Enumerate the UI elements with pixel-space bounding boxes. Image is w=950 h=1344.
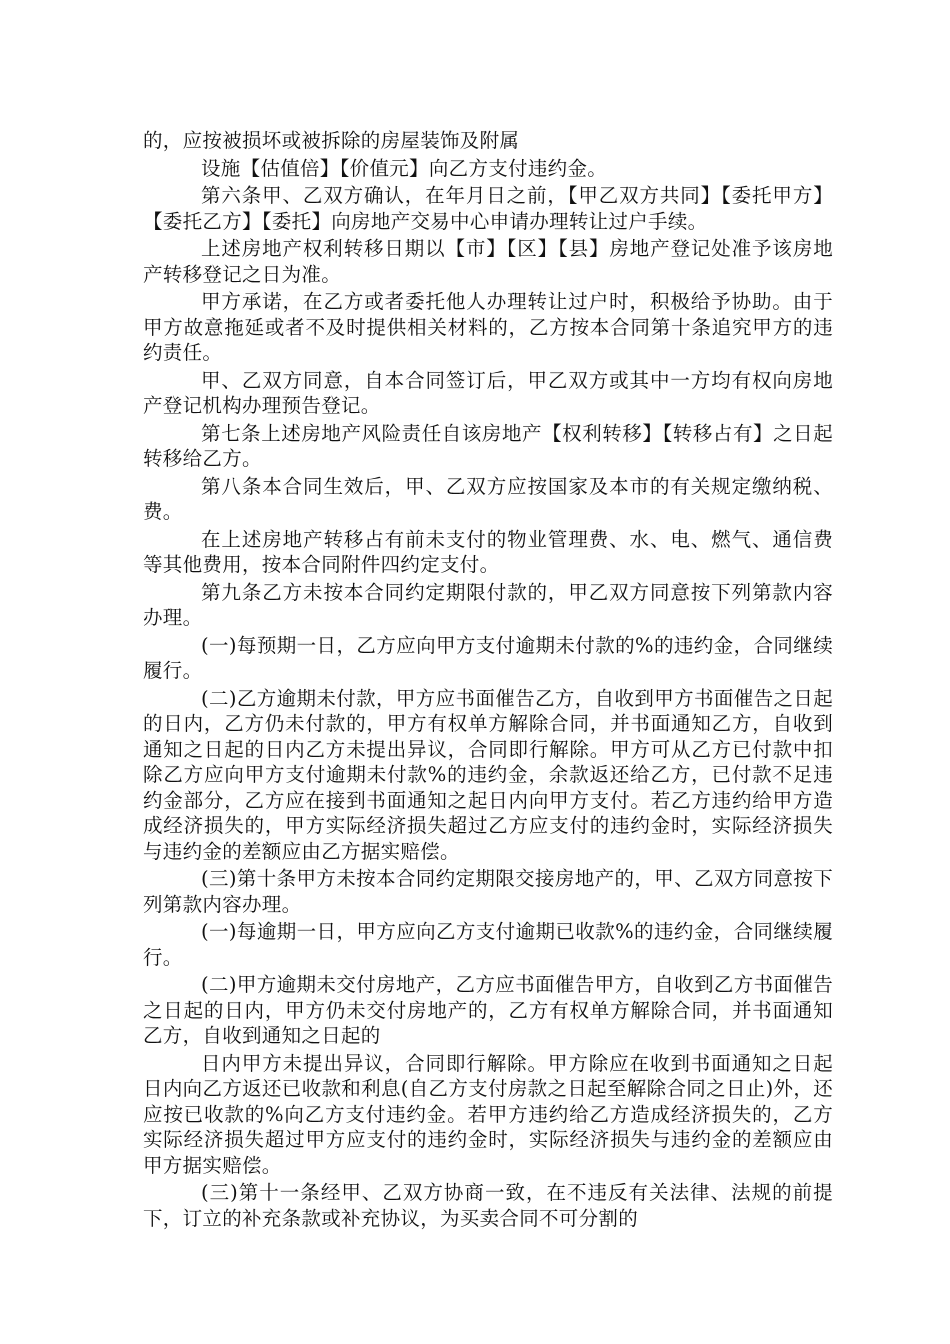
- paragraph: (二)甲方逾期未交付房地产，乙方应书面催告甲方，自收到乙方书面催告之日起的日内，甲方仍未交付房地产的，乙方有权单方解除合同，并书面通知乙方，自收到通知之日起的: [143, 973, 833, 1047]
- contract-body: [143, 128, 833, 1233]
- paragraph: 第九条乙方未按本合同约定期限付款的，甲乙双方同意按下列第款内容办理。: [143, 580, 833, 629]
- paragraph: 第八条本合同生效后，甲、乙双方应按国家及本市的有关规定缴纳税、费。: [143, 474, 833, 523]
- paragraph: 的，应按被损坏或被拆除的房屋装饰及附属: [143, 129, 520, 152]
- paragraph: 第六条甲、乙双方确认，在年月日之前，【甲乙双方共同】【委托甲方】【委托乙方】【委托】向房地产交易中心申请办理转让过户手续。: [143, 184, 833, 233]
- paragraph: 第七条上述房地产风险责任自该房地产【权利转移】【转移占有】之日起转移给乙方。: [143, 421, 833, 470]
- paragraph: 在上述房地产转移占有前未支付的物业管理费、水、电、燃气、通信费等其他费用，按本合同附件四约定支付。: [143, 527, 833, 576]
- paragraph: (一)每逾期一日，甲方应向乙方支付逾期已收款%的违约金，合同继续履行。: [143, 920, 833, 969]
- paragraph: (一)每预期一日，乙方应向甲方支付逾期未付款的%的违约金，合同继续履行。: [143, 633, 833, 682]
- paragraph: (二)乙方逾期未付款，甲方应书面催告乙方，自收到甲方书面催告之日起的日内，乙方仍未付款的，甲方有权单方解除合同，并书面通知乙方，自收到通知之日起的日内乙方未提出异议，合同即行解除。甲方可从乙方已付款中扣除乙方应向甲方支付逾期未付款%的违约金，余款返还给乙方，已付款不足违约金部分，乙方应在接到书面通知之起日内向甲方支付。若乙方违约给甲方造成经济损失的，甲方实际经济损失超过乙方应支付的违约金时，实际经济损失与违约金的差额应由乙方据实赔偿。: [143, 686, 833, 863]
- paragraph: 甲方承诺，在乙方或者委托他人办理转让过户时，积极给予协助。由于甲方故意拖延或者不及时提供相关材料的，乙方按本合同第十条追究甲方的违约责任。: [143, 290, 833, 364]
- paragraph: (三)第十条甲方未按本合同约定期限交接房地产的，甲、乙双方同意按下列第款内容办理。: [143, 867, 833, 916]
- paragraph: 日内甲方未提出异议，合同即行解除。甲方除应在收到书面通知之日起日内向乙方返还已收款和利息(自乙方支付房款之日起至解除合同之日止)外，还应按已收款的%向乙方支付违约金。若甲方违约给乙方造成经济损失的，乙方实际经济损失超过甲方应支付的违约金时，实际经济损失与违约金的差额应由甲方据实赔偿。: [143, 1051, 833, 1177]
- paragraph: 上述房地产权利转移日期以【市】【区】【县】房地产登记处准予该房地产转移登记之日为准。: [143, 237, 833, 286]
- paragraph: 设施【估值倍】【价值元】向乙方支付违约金。: [201, 156, 608, 180]
- paragraph: 甲、乙双方同意，自本合同签订后，甲乙双方或其中一方均有权向房地产登记机构办理预告登记。: [143, 368, 833, 417]
- paragraph: (三)第十一条经甲、乙双方协商一致，在不违反有关法律、法规的前提下，订立的补充条款或补充协议，为买卖合同不可分割的: [143, 1181, 833, 1230]
